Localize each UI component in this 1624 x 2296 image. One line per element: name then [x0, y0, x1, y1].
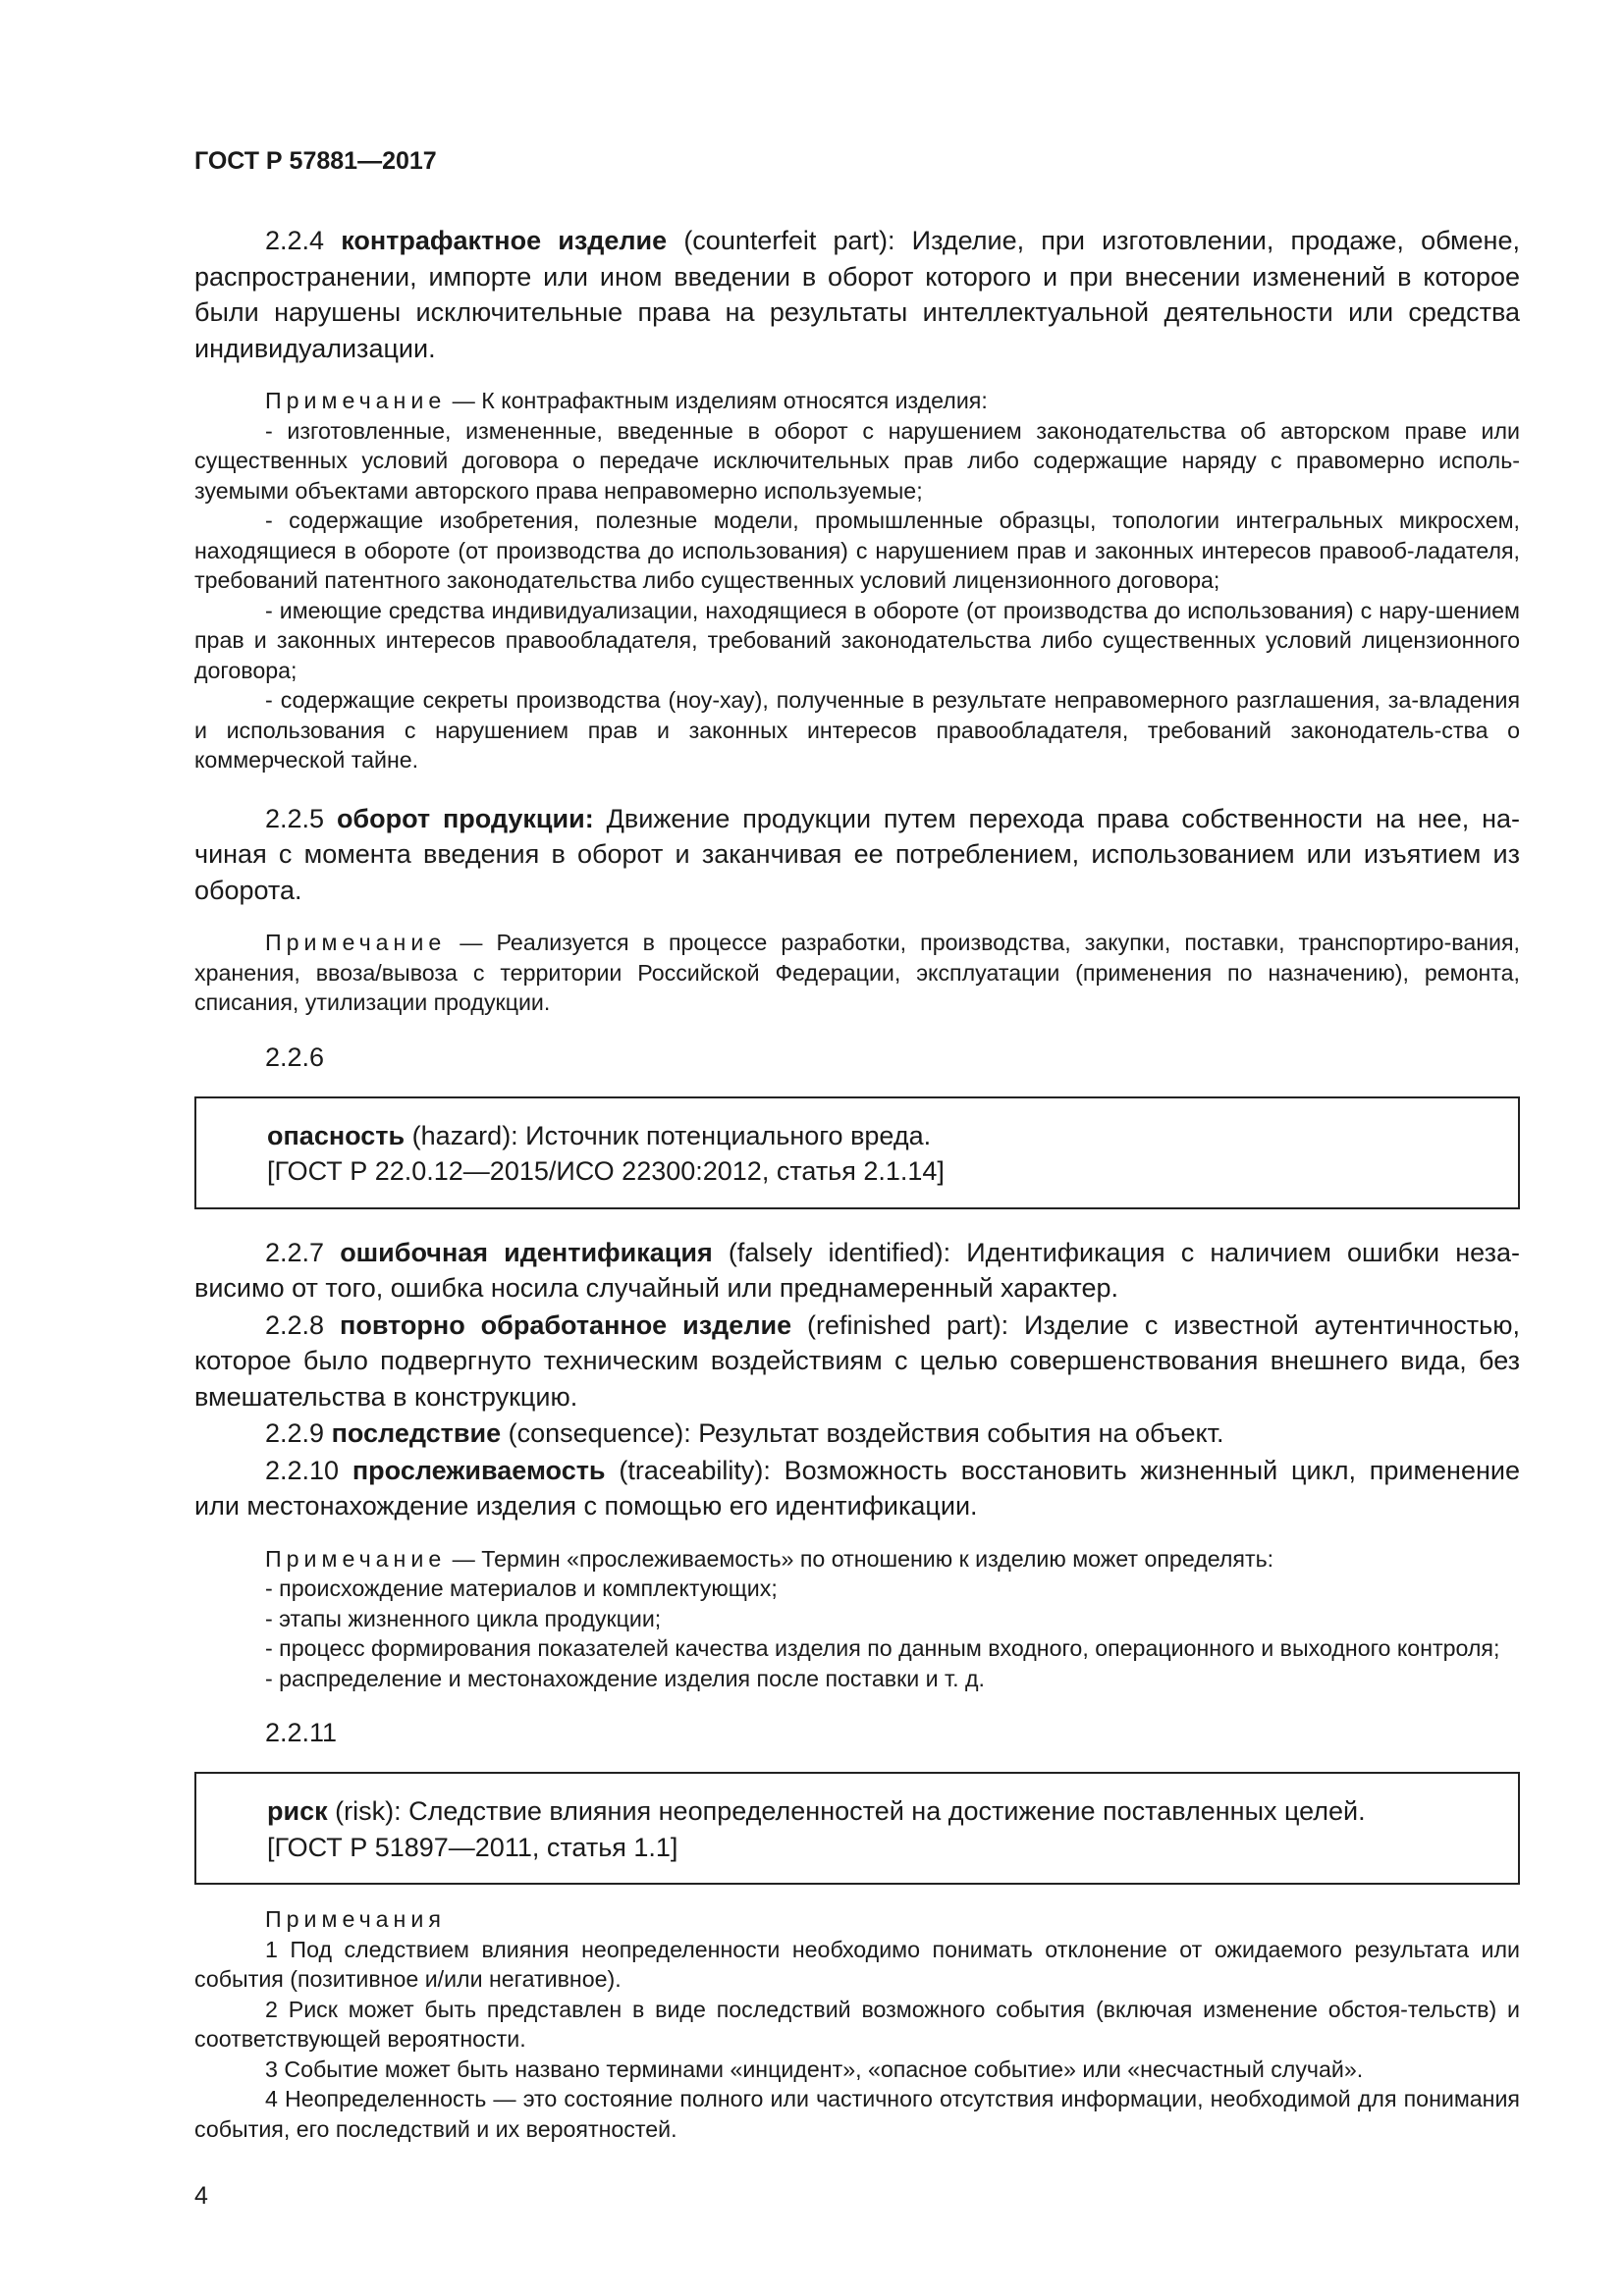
term-definition: (risk): Следствие влияния неопределенностей на достижение поставленных целей.: [335, 1796, 1366, 1826]
note-item: - содержащие секреты производства (ноу-хау), полученные в результате неправомерного разглашения, за-владения и использования с нарушением прав и законных интересов правообладателя, требований законодатель-ства о коммерческой тайне.: [194, 687, 1520, 773]
document-code-header: ГОСТ Р 57881—2017: [194, 147, 437, 175]
term-definition: (traceability): Возможность восстановить жизненный цикл, применение или местонахождение изделия с помощью его идентификации.: [194, 1455, 1520, 1521]
term-definition: Движение продукции путем перехода права собственности на нее, на-чиная с момента введения в оборот и заканчивая ее потреблением, использованием или изъятием из оборота.: [194, 803, 1520, 905]
note-item: 4 Неопределенность — это состояние полного или частичного отсутствия информации, необходимой для понимания события, его последствий и их вероятностей.: [194, 2086, 1520, 2142]
note-item: 3 Событие может быть названо терминами «инцидент», «опасное событие» или «несчастный случай».: [265, 2056, 1364, 2082]
document-page: [194, 147, 1520, 2144]
notes-2-2-11: [194, 1904, 1520, 2144]
term-definition: (falsely identified): Идентификация с наличием ошибки неза-висимо от того, ошибка носила случайный или преднамеренный характер.: [194, 1237, 1520, 1303]
term-name: последствие: [331, 1418, 502, 1448]
term-definition: (consequence): Результат воздействия события на объект.: [508, 1418, 1224, 1448]
term-2-2-5: [194, 801, 1520, 909]
term-name: контрафактное изделие: [341, 226, 668, 255]
note-item: - происхождение материалов и комплектующих;: [265, 1575, 778, 1601]
note-2-2-10: [194, 1544, 1520, 1694]
page-number: 4: [194, 2182, 208, 2210]
boxed-term-2-2-6: [194, 1096, 1520, 1209]
note-intro: — Термин «прослеживаемость» по отношению к изделию может определять:: [452, 1545, 1274, 1572]
term-number: 2.2.10: [265, 1455, 340, 1485]
term-reference: [ГОСТ Р 51897—2011, статья 1.1]: [267, 1832, 678, 1862]
note-2-2-4: [194, 386, 1520, 775]
note-item: - содержащие изобретения, полезные модели, промышленные образцы, топологии интегральных микросхем, находящиеся в обороте (от производства до использования) с нарушением прав и законных интересов правооб-ладателя, требований патентного законодательства либо существенных условий лицензионного договора;: [194, 507, 1520, 593]
note-label: Примечание: [265, 388, 447, 413]
note-item: - имеющие средства индивидуализации, находящиеся в обороте (от производства до использования) с нару-шением прав и законных интересов правообладателя, требований законодательства либо существенных условий лицензионного договора;: [194, 597, 1520, 683]
term-definition: (counterfeit part): Изделие, при изготовлении, продаже, обмене, распространении, импорте или ином введении в оборот которого и при внесении изменений в которое были нарушены исключительные права на результаты интеллектуальной деятельности или средства индивидуализации.: [194, 226, 1520, 363]
note-item: - этапы жизненного цикла продукции;: [265, 1605, 662, 1631]
notes-label: Примечания: [265, 1906, 446, 1932]
note-item: - процесс формирования показателей качества изделия по данным входного, операционного и выходного контроля;: [265, 1635, 1500, 1661]
term-name: риск: [267, 1796, 328, 1826]
note-item: 2 Риск может быть представлен в виде последствий возможного события (включая изменение обстоя-тельств) и соответствующей вероятности.: [194, 1996, 1520, 2052]
note-label: Примечание: [265, 1545, 447, 1572]
term-2-2-4: [194, 223, 1520, 366]
term-number: 2.2.9: [265, 1418, 325, 1448]
term-name: прослеживаемость: [352, 1455, 606, 1485]
term-2-2-7: [194, 1235, 1520, 1307]
note-label: Примечание: [265, 930, 447, 955]
term-number: 2.2.8: [265, 1309, 325, 1340]
term-name: повторно обработанное изделие: [340, 1309, 792, 1340]
term-number-2-2-11: 2.2.11: [265, 1718, 338, 1747]
note-2-2-5: [194, 928, 1520, 1018]
term-2-2-8: [194, 1308, 1520, 1415]
note-text: — Реализуется в процессе разработки, производства, закупки, поставки, транспортиро-вания, хранения, ввоза/вывоза с территории Российской Федерации, эксплуатации (применения по назначению), ремонта, списания, утилизации продукции.: [194, 930, 1520, 1015]
term-number: 2.2.4: [265, 226, 325, 255]
term-name: опасность: [267, 1120, 406, 1150]
note-intro: — К контрафактным изделиям относятся изделия:: [452, 388, 988, 413]
term-name: ошибочная идентификация: [340, 1237, 713, 1267]
term-definition: (refinished part): Изделие с известной аутентичностью, которое было подвергнуто техническим воздействиям с целью совершенствования внешнего вида, без вмешательства в конструкцию.: [194, 1309, 1520, 1412]
term-number: 2.2.5: [265, 803, 325, 833]
term-2-2-9: [194, 1415, 1520, 1452]
term-name: оборот продукции:: [336, 803, 594, 833]
term-reference: [ГОСТ Р 22.0.12—2015/ИСО 22300:2012, статья 2.1.14]: [267, 1156, 945, 1186]
term-definition: (hazard): Источник потенциального вреда.: [411, 1120, 932, 1150]
note-item: - распределение и местонахождение изделия после поставки и т. д.: [265, 1665, 985, 1691]
note-item: - изготовленные, измененные, введенные в оборот с нарушением законодательства об авторском праве или существенных условий договора о передаче исключительных прав либо содержащие наряду с правомерно исполь-зуемыми объектами авторского права неправомерно используемые;: [194, 417, 1520, 504]
note-item: 1 Под следствием влияния неопределенности необходимо понимать отклонение от ожидаемого результата или события (позитивное и/или негативное).: [194, 1936, 1520, 1992]
term-number-2-2-6: 2.2.6: [265, 1041, 325, 1072]
term-number: 2.2.7: [265, 1237, 325, 1267]
boxed-term-2-2-11: [194, 1772, 1520, 1885]
term-2-2-10: [194, 1453, 1520, 1524]
